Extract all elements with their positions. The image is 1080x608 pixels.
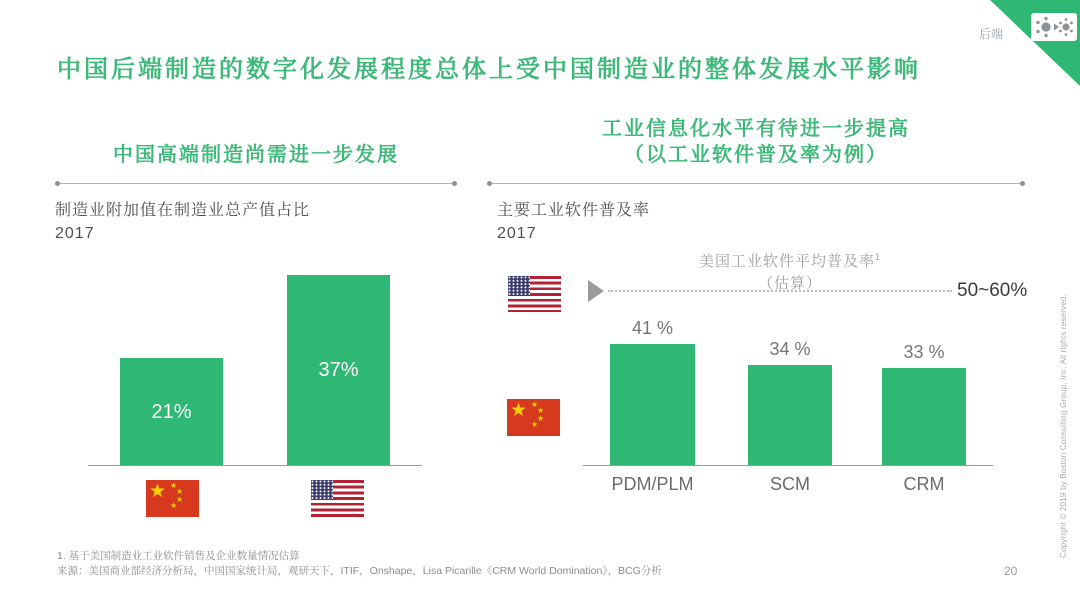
footnote-ref: 1 [875, 252, 882, 262]
benchmark-value: 50~60% [957, 280, 1028, 301]
bar-column-scm [748, 339, 832, 466]
page-title: 中国后端制造的数字化发展程度总体上受中国制造业的整体发展水平影响 [57, 56, 921, 83]
footnote-line: 1. 基于美国制造业工业软件销售及企业数量情况估算 [57, 550, 300, 562]
category-label-scm: SCM [770, 474, 810, 494]
right-panel-header-line2: （以工业软件普及率为例） [624, 144, 888, 166]
bar-value-label: 33 % [903, 342, 945, 362]
benchmark-title: 美国工业软件平均普及率 [698, 253, 875, 270]
china-flag-icon: ★ ★ ★ ★ ★ [507, 399, 560, 436]
left-chart-title: 制造业附加值在制造业总产值占比 [55, 202, 311, 219]
left-chart-year: 2017 [55, 225, 95, 242]
china-flag-icon: ★ ★ ★ ★ ★ [146, 480, 199, 517]
bar-pdm-plm [610, 344, 695, 466]
section-tag: 后端 [979, 27, 1004, 41]
bar-value-label: 34 % [769, 339, 811, 359]
right-chart-baseline [583, 465, 993, 466]
right-panel-header-line1: 工业信息化水平有待进一步提高 [602, 118, 910, 140]
bar-value-label: 37% [318, 359, 359, 381]
copyright-text: Copyright © 2019 by Boston Consulting Group, Inc. All rights reserved. [1059, 293, 1068, 559]
left-panel-header: 中国高端制造尚需进一步发展 [113, 144, 399, 166]
benchmark-subtitle: （估算） [757, 275, 822, 292]
bar-column-crm [882, 342, 966, 466]
right-chart-year: 2017 [497, 225, 537, 242]
right-chart-title: 主要工业软件普及率 [497, 202, 651, 219]
category-label-crm: CRM [903, 474, 945, 494]
bar-value-label: 41 % [631, 318, 674, 338]
page-number: 20 [1004, 564, 1018, 578]
bar-crm [882, 368, 966, 466]
bar-scm [748, 365, 832, 466]
bar-value-label: 21% [151, 400, 192, 423]
footnotes [57, 549, 662, 578]
source-line: 来源：美国商业部经济分析局，中国国家统计局，观研天下，ITIF，Onshape，Lisa Picarille《CRM World Domination》，BCG分析 [57, 564, 662, 577]
category-label-pdm-plm: PDM/PLM [611, 474, 694, 494]
bar-column-pdm-plm [610, 318, 695, 466]
